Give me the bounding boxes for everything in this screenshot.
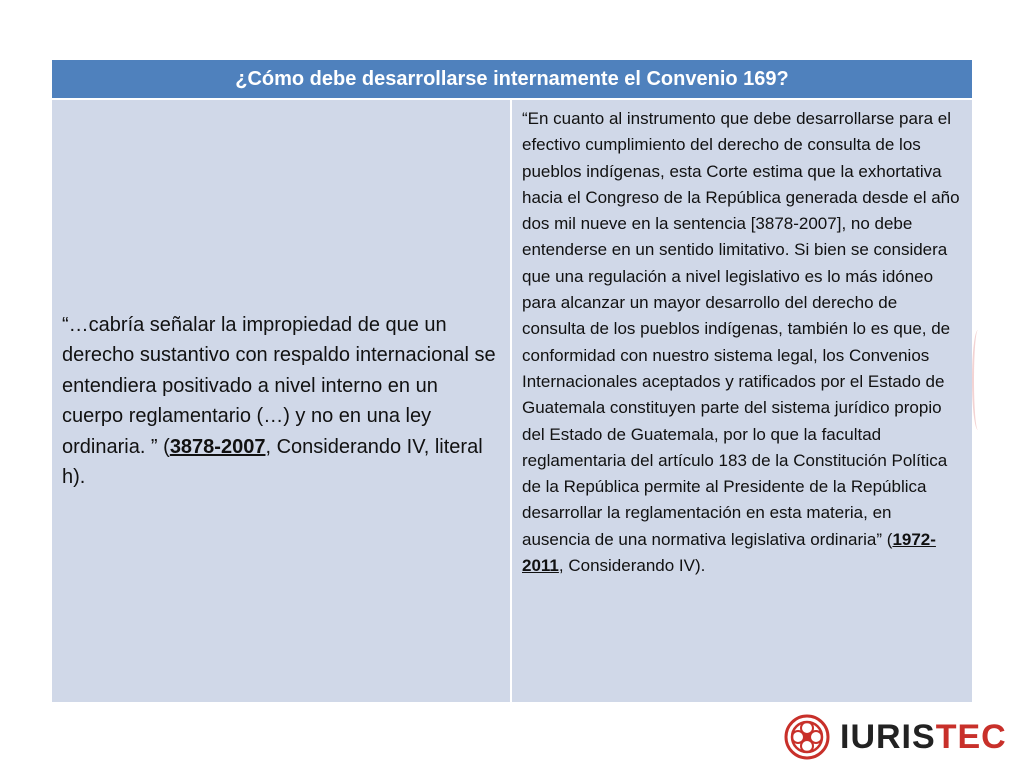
right-quote-text bbox=[522, 106, 962, 579]
right-citation-link[interactable]: 1972-2011 bbox=[522, 529, 936, 576]
left-quote-text bbox=[62, 310, 500, 493]
left-quote-cell bbox=[52, 100, 510, 702]
decorative-arc bbox=[972, 330, 984, 430]
logo-wordmark bbox=[840, 718, 1007, 757]
comparison-table bbox=[52, 60, 972, 702]
rosette-icon bbox=[784, 714, 830, 760]
logo-text-tec: TEC bbox=[935, 717, 1007, 756]
logo-text-iuris: IURIS bbox=[840, 717, 936, 756]
left-citation-link[interactable]: 3878-2007 bbox=[169, 435, 266, 458]
right-quote: “En cuanto al instrumento que debe desarrollarse para el efectivo cumplimiento del derecho de consulta de los pueblos indígenas, esta Corte estima que la exhortativa hacia el Congreso de la República generada desde el año dos mil nueve en la sentencia [3878-2007], no debe entenderse en un sentido limitativo. Si bien se considera que una regulación a nivel legislativo es lo más idóneo para alcanzar un mayor desarrollo del derecho de consulta de los pueblos indígenas, también lo es que, de conformidad con nuestro sistema legal, los Convenios Internacionales aceptados y ratificados por el Estado de Guatemala constituyen parte del sistema jurídico propio del Estado de Guatemala, por lo que la facultad reglamentaria del artículo 183 de la Constitución Política de la República permite al Presidente de la República desarrollar la reglamentación en esta materia, en ausencia de una normativa legislativa ordinaria” ( bbox=[522, 109, 960, 549]
table-header: ¿Cómo debe desarrollarse internamente el Convenio 169? bbox=[52, 60, 972, 98]
left-quote-tail: , Considerando IV, literal h). bbox=[62, 435, 483, 488]
right-quote-tail: , Considerando IV). bbox=[558, 556, 706, 576]
iuristec-logo bbox=[784, 713, 1007, 761]
right-quote-cell bbox=[512, 100, 972, 702]
left-quote: “…cabría señalar la impropiedad de que un derecho sustantivo con respaldo internacional se entendiera positivado a nivel interno en un cuerpo reglamentario (…) y no en una ley ordinaria. ” ( bbox=[62, 313, 496, 458]
